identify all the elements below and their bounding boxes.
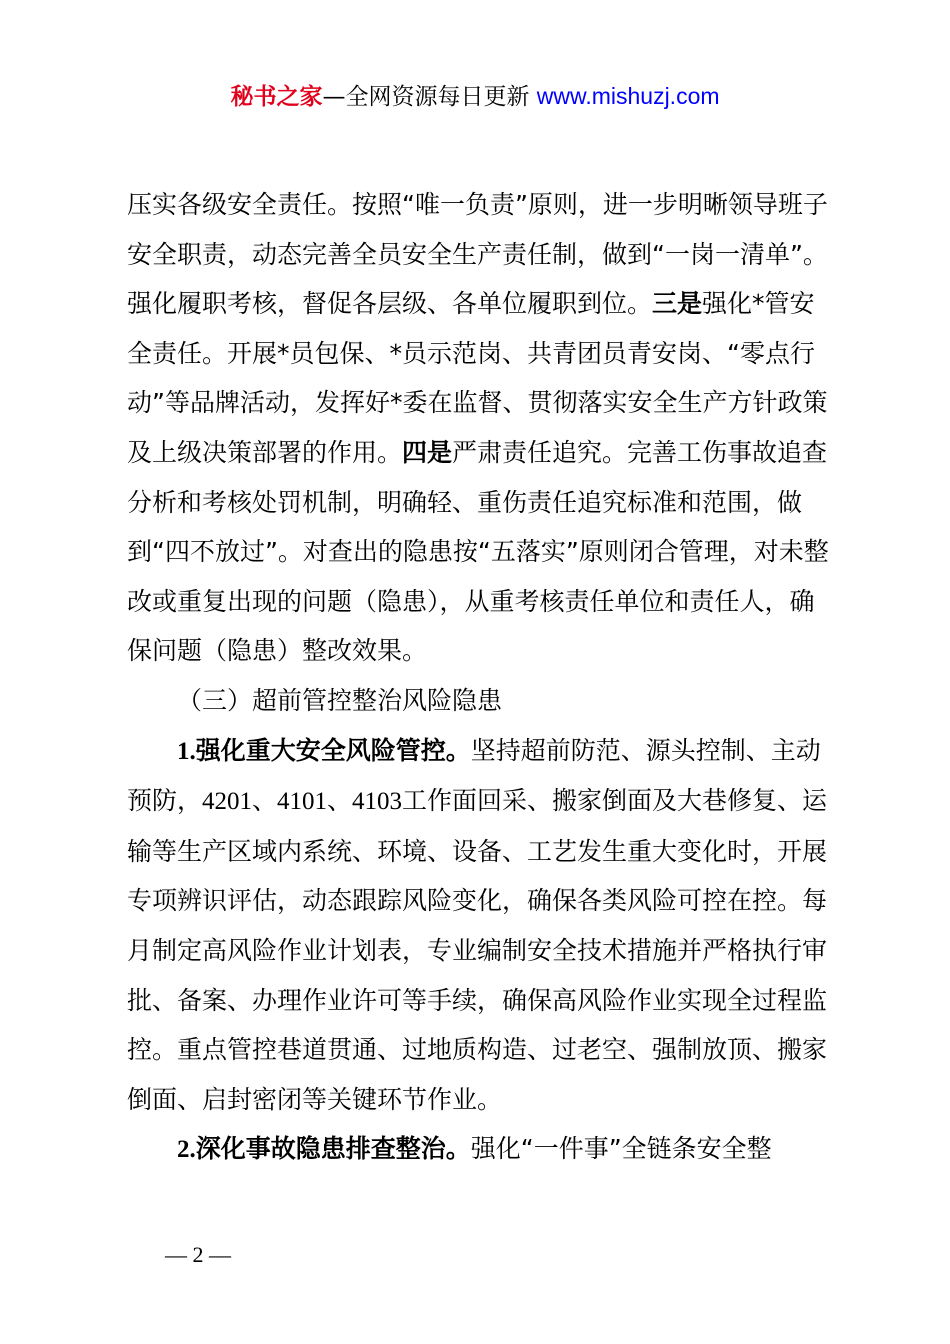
paragraph-hazard-investigation: 2.深化事故隐患排查整治。强化“一件事”全链条安全整 (177, 1134, 772, 1164)
header-url-link[interactable]: www.mishuzj.com (536, 83, 720, 109)
document-body (127, 180, 839, 1175)
point-three-label: 三是 (652, 289, 703, 319)
header-brand: 秘书之家 (230, 84, 323, 110)
paragraph-risk-control: 1.强化重大安全风险管控。坚持超前防范、源头控制、主动预防，4201、4101、4103工作面回采、搬家倒面及大巷修复、运输等生产区域内系统、环境、设备、工艺发生重大变化时，开展专项辨识评估，动态跟踪风险变化，确保各类风险可控在控。每月制定高风险作业计划表，专业编制安全技术措施并严格执行审批、备案、办理作业许可等手续，确保高风险作业实现全过程监控。重点管控巷道贯通、过地质构造、过老空、强制放顶、搬家倒面、启封密闭等关键环节作业。 (127, 735, 828, 1114)
section-heading: （三）超前管控整治风险隐患 (177, 685, 503, 715)
subheading-risk-control: 强化重大安全风险管控。 (195, 735, 471, 765)
page-header (0, 80, 950, 113)
page-number: — 2 — (165, 1242, 231, 1267)
subheading-hazard-investigation: 深化事故隐患排查整治。 (195, 1134, 471, 1164)
paragraph-responsibility: 压实各级安全责任。按照“唯一负责”原则，进一步明晰领导班子安全职责，动态完善全员安全生产责任制，做到“一岗一清单”。强化履职考核，督促各层级、各单位履职到位。三是强化*管安全责任。开展*员包保、*员示范岗、共青团员青安岗、“零点行动”等品牌活动，发挥好*委在监督、贯彻落实安全生产方针政策及上级决策部署的作用。四是严肃责任追究。完善工伤事故追查分析和考核处罚机制，明确轻、重伤责任追究标准和范围，做到“四不放过”。对查出的隐患按“五落实”原则闭合管理，对未整改或重复出现的问题（隐患），从重考核责任单位和责任人，确保问题（隐患）整改效果。 (127, 190, 829, 666)
point-four-label: 四是 (402, 437, 453, 467)
header-slogan: —全网资源每日更新 (322, 84, 537, 110)
